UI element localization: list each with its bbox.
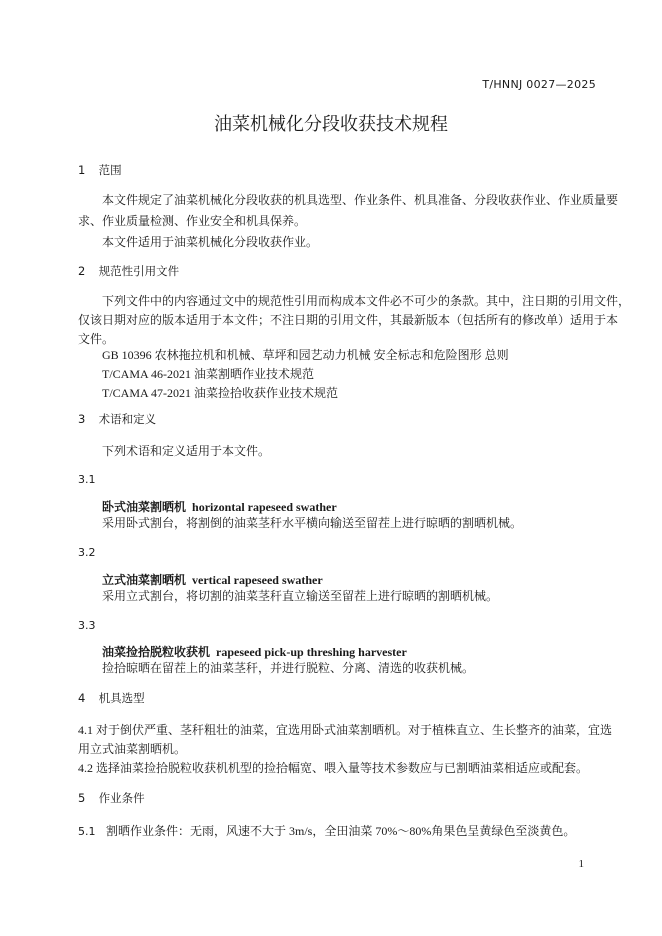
reference-item: GB 10396 农林拖拉机和机械、草坪和园艺动力机械 安全标志和危险图形 总则 — [102, 348, 509, 362]
term-chinese: 油菜捡拾脱粒收获机 — [102, 645, 211, 659]
paragraph: 割晒作业条件：无雨，风速不大于 3m/s，全田油菜 70%～80%角果色呈黄绿色至淡黄色。 — [106, 824, 576, 838]
term-english: rapeseed pick-up threshing harvester — [216, 645, 407, 659]
paragraph: 下列术语和定义适用于本文件。 — [102, 444, 271, 458]
term-number: 3.1 — [78, 473, 96, 486]
section-heading — [78, 411, 156, 427]
paragraph: 本文件规定了油菜机械化分段收获的机具选型、作业条件、机具准备、分段收获作业、作业质量要 — [102, 193, 619, 207]
term-number: 3.3 — [78, 619, 96, 632]
paragraph: 下列文件中的内容通过文中的规范性引用而构成本文件必不可少的条款。其中，注日期的引用文件， — [102, 294, 631, 308]
document-number: T/HNNJ 0027—2025 — [482, 78, 596, 91]
section-title: 术语和定义 — [98, 412, 157, 426]
reference-item: T/CAMA 46-2021 油菜割晒作业技术规范 — [102, 367, 315, 381]
section-title: 规范性引用文件 — [98, 264, 180, 278]
section-title: 机具选型 — [98, 691, 145, 705]
section-number: 4 — [78, 691, 86, 705]
page-number: 1 — [578, 858, 584, 870]
term-english: horizontal rapeseed swather — [192, 500, 337, 514]
term-definition: 采用卧式割台，将割倒的油菜茎秆水平横向输送至留茬上进行晾晒的割晒机械。 — [102, 516, 523, 530]
paragraph: 用立式油菜割晒机。 — [78, 742, 187, 756]
clause-line — [78, 822, 575, 839]
section-heading — [78, 263, 179, 279]
section-number: 2 — [78, 264, 86, 278]
section-heading — [78, 690, 145, 706]
paragraph: 仅该日期对应的版本适用于本文件；不注日期的引用文件，其最新版本（包括所有的修改单）适用于本 — [78, 313, 619, 327]
term-definition: 捡拾晾晒在留茬上的油菜茎秆，并进行脱粒、分离、清选的收获机械。 — [102, 661, 475, 675]
term-number: 3.2 — [78, 546, 96, 559]
section-heading — [78, 790, 145, 806]
section-heading — [78, 162, 122, 178]
paragraph: 4.2 选择油菜捡拾脱粒收获机机型的捡拾幅宽、喂入量等技术参数应与已割晒油菜相适应或配套。 — [78, 761, 589, 775]
section-title: 作业条件 — [98, 791, 145, 805]
term-chinese: 卧式油菜割晒机 — [102, 500, 187, 514]
clause-number: 5.1 — [78, 825, 96, 838]
paragraph: 文件。 — [78, 332, 115, 346]
term-definition: 采用立式割台，将切割的油菜茎秆直立输送至留茬上进行晾晒的割晒机械。 — [102, 589, 499, 603]
paragraph: 求、作业质量检测、作业安全和机具保养。 — [78, 214, 307, 228]
term-english: vertical rapeseed swather — [192, 573, 323, 587]
document-title: 油菜机械化分段收获技术规程 — [214, 114, 448, 135]
paragraph: 4.1 对于倒伏严重、茎秆粗壮的油菜，宜选用卧式油菜割晒机。对于植株直立、生长整齐的油菜，宜选 — [78, 723, 613, 737]
reference-item: T/CAMA 47-2021 油菜捡拾收获作业技术规范 — [102, 386, 339, 400]
paragraph: 本文件适用于油菜机械化分段收获作业。 — [102, 235, 319, 249]
section-number: 1 — [78, 163, 86, 177]
section-title: 范围 — [98, 163, 122, 177]
section-number: 3 — [78, 412, 86, 426]
term-chinese: 立式油菜割晒机 — [102, 573, 187, 587]
section-number: 5 — [78, 791, 86, 805]
